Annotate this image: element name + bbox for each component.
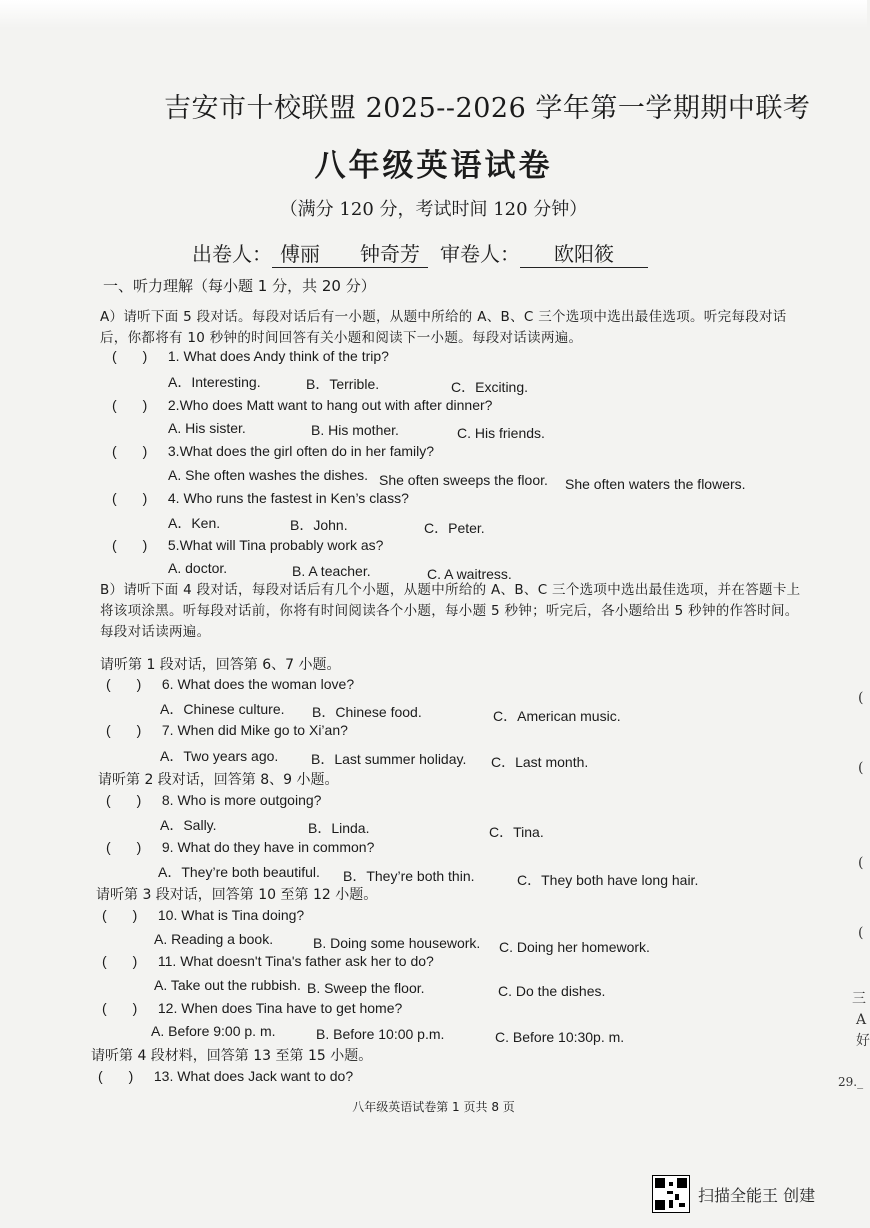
question-8: ( ) 8. Who is more outgoing? (106, 792, 322, 808)
option-a: A．Interesting. (168, 374, 261, 390)
option-c: C．Tina. (489, 824, 544, 840)
setter-label: 出卷人： (192, 242, 272, 266)
question-text: What does the girl often do in her family? (179, 443, 435, 459)
question-text: Who runs the fastest in Ken’s class? (183, 490, 409, 506)
question-6: ( ) 6. What does the woman love? (106, 676, 355, 692)
option-c: C. A waitress. (427, 566, 512, 582)
reviewer-label: 审卷人： (440, 242, 520, 266)
question-9: ( ) 9. What do they have in common? (106, 839, 375, 855)
option-a: A. Take out the rubbish. (154, 977, 301, 993)
question-text: What does Jack want to do? (177, 1068, 354, 1084)
edge-mark: A (856, 1012, 867, 1028)
question-4: ( ) 4. Who runs the fastest in Ken’s class? (112, 490, 409, 506)
option-b: B．They’re both thin. (343, 868, 475, 884)
qr-code-icon (652, 1175, 690, 1213)
question-1: ( ) 1. What does Andy think of the trip? (112, 348, 389, 364)
edge-mark: ( (858, 690, 864, 706)
question-text: Who does Matt want to hang out with after dinner? (179, 397, 493, 413)
option-b: She often sweeps the floor. (379, 472, 548, 488)
option-b: B. A teacher. (292, 563, 371, 579)
option-c: C. Before 10:30p. m. (495, 1029, 625, 1045)
part-b-instructions: B）请听下面 4 段对话，每段对话后有几个小题，从题中所给的 A、B、C 三个选项中选出最佳选项，并在答题卡上将该项涂黑。听每段对话前，你将有时间阅读各个小题，每小题 5 秒钟；听完后，各小题给出 5 秒钟的作答时间。每段对话读两遍。 (100, 582, 801, 640)
question-text: What does Andy think of the trip? (183, 348, 389, 364)
question-text: When does Tina have to get home? (181, 1000, 403, 1016)
question-5: ( ) 5.What will Tina probably work as? (112, 537, 384, 553)
option-c: C．Last month. (491, 754, 589, 770)
dialogue-note-1: 请听第 1 段对话，回答第 6、7 小题。 (100, 657, 341, 673)
exam-subtitle: 八年级英语试卷 (314, 148, 553, 184)
option-c: C．Peter. (424, 520, 485, 536)
section-heading: 一、听力理解（每小题 1 分，共 20 分） (103, 277, 376, 295)
question-text: What is Tina doing? (181, 907, 305, 923)
question-text: What does the woman love? (177, 676, 355, 692)
question-text: What doesn't Tina's father ask her to do? (180, 953, 434, 969)
option-b: B. His mother. (311, 422, 399, 438)
option-a: A. Reading a book. (154, 931, 274, 947)
question-text: Who is more outgoing? (177, 792, 322, 808)
edge-mark: ( (858, 760, 864, 776)
page-footer: 八年级英语试卷第 1 页共 8 页 (352, 1100, 515, 1114)
option-a: A．Chinese culture. (160, 701, 285, 717)
edge-mark: 好 (856, 1033, 870, 1049)
edge-mark: ( (858, 855, 864, 871)
dialogue-note-4: 请听第 4 段材料，回答第 13 至第 15 小题。 (91, 1048, 373, 1064)
option-b: B．Chinese food. (312, 704, 422, 720)
option-a: A. Before 9:00 p. m. (151, 1023, 276, 1039)
option-c: C. Doing her homework. (499, 939, 650, 955)
exam-title: 吉安市十校联盟 2025--2026 学年第一学期期中联考 (164, 93, 811, 124)
question-13: ( ) 13. What does Jack want to do? (98, 1068, 354, 1084)
option-b: B. Sweep the floor. (307, 980, 425, 996)
option-a: A．Ken. (168, 515, 221, 531)
watermark-text: 扫描全能王 创建 (698, 1185, 816, 1205)
edge-mark: 29._ (838, 1075, 864, 1089)
question-7: ( ) 7. When did Mike go to Xi’an? (106, 722, 348, 738)
option-b: B．Terrible. (306, 376, 380, 392)
option-c: C．American music. (493, 708, 621, 724)
question-11: ( ) 11. What doesn't Tina's father ask her to do? (102, 953, 434, 969)
option-a: A．Sally. (160, 817, 217, 833)
option-b: B．Linda. (308, 820, 370, 836)
option-a: A. doctor. (168, 560, 228, 576)
option-c: C．Exciting. (451, 379, 529, 395)
question-text: When did Mike go to Xi’an? (177, 722, 348, 738)
dialogue-note-2: 请听第 2 段对话，回答第 8、9 小题。 (98, 772, 339, 788)
scanner-watermark (652, 1175, 815, 1213)
page-edge (0, 0, 867, 28)
option-b: B. Doing some housework. (313, 935, 481, 951)
option-a: A. She often washes the dishes. (168, 467, 369, 483)
setter-names: 傅丽 钟奇芳 (272, 238, 428, 268)
option-c: She often waters the flowers. (565, 476, 746, 492)
option-b: B．John. (290, 517, 348, 533)
option-a: A. His sister. (168, 420, 246, 436)
question-2: ( ) 2.Who does Matt want to hang out with after dinner? (112, 397, 493, 413)
option-a: A．They’re both beautiful. (158, 864, 320, 880)
dialogue-note-3: 请听第 3 段对话，回答第 10 至第 12 小题。 (96, 887, 378, 903)
question-text: What will Tina probably work as? (179, 537, 384, 553)
question-text: What do they have in common? (177, 839, 375, 855)
option-c: C. Do the dishes. (498, 983, 606, 999)
authors-line (192, 238, 648, 268)
option-b: B. Before 10:00 p.m. (316, 1026, 445, 1042)
reviewer-name: 欧阳筱 (520, 238, 648, 268)
part-a-instructions: A）请听下面 5 段对话。每段对话后有一小题，从题中所给的 A、B、C 三个选项中选出最佳选项。听完每段对话后，你都将有 10 秒钟的时间回答有关小题和阅读下一小题。每段对话读两遍。 (100, 309, 787, 346)
option-c: C. His friends. (457, 425, 545, 441)
option-c: C．They both have long hair. (517, 872, 699, 888)
edge-mark: 三 (852, 991, 866, 1007)
question-3: ( ) 3.What does the girl often do in her family? (112, 443, 435, 459)
option-b: B．Last summer holiday. (311, 751, 467, 767)
score-info: （满分 120 分，考试时间 120 分钟） (279, 199, 588, 220)
edge-mark: ( (858, 925, 864, 941)
question-10: ( ) 10. What is Tina doing? (102, 907, 305, 923)
question-12: ( ) 12. When does Tina have to get home? (102, 1000, 403, 1016)
option-a: A．Two years ago. (160, 748, 279, 764)
